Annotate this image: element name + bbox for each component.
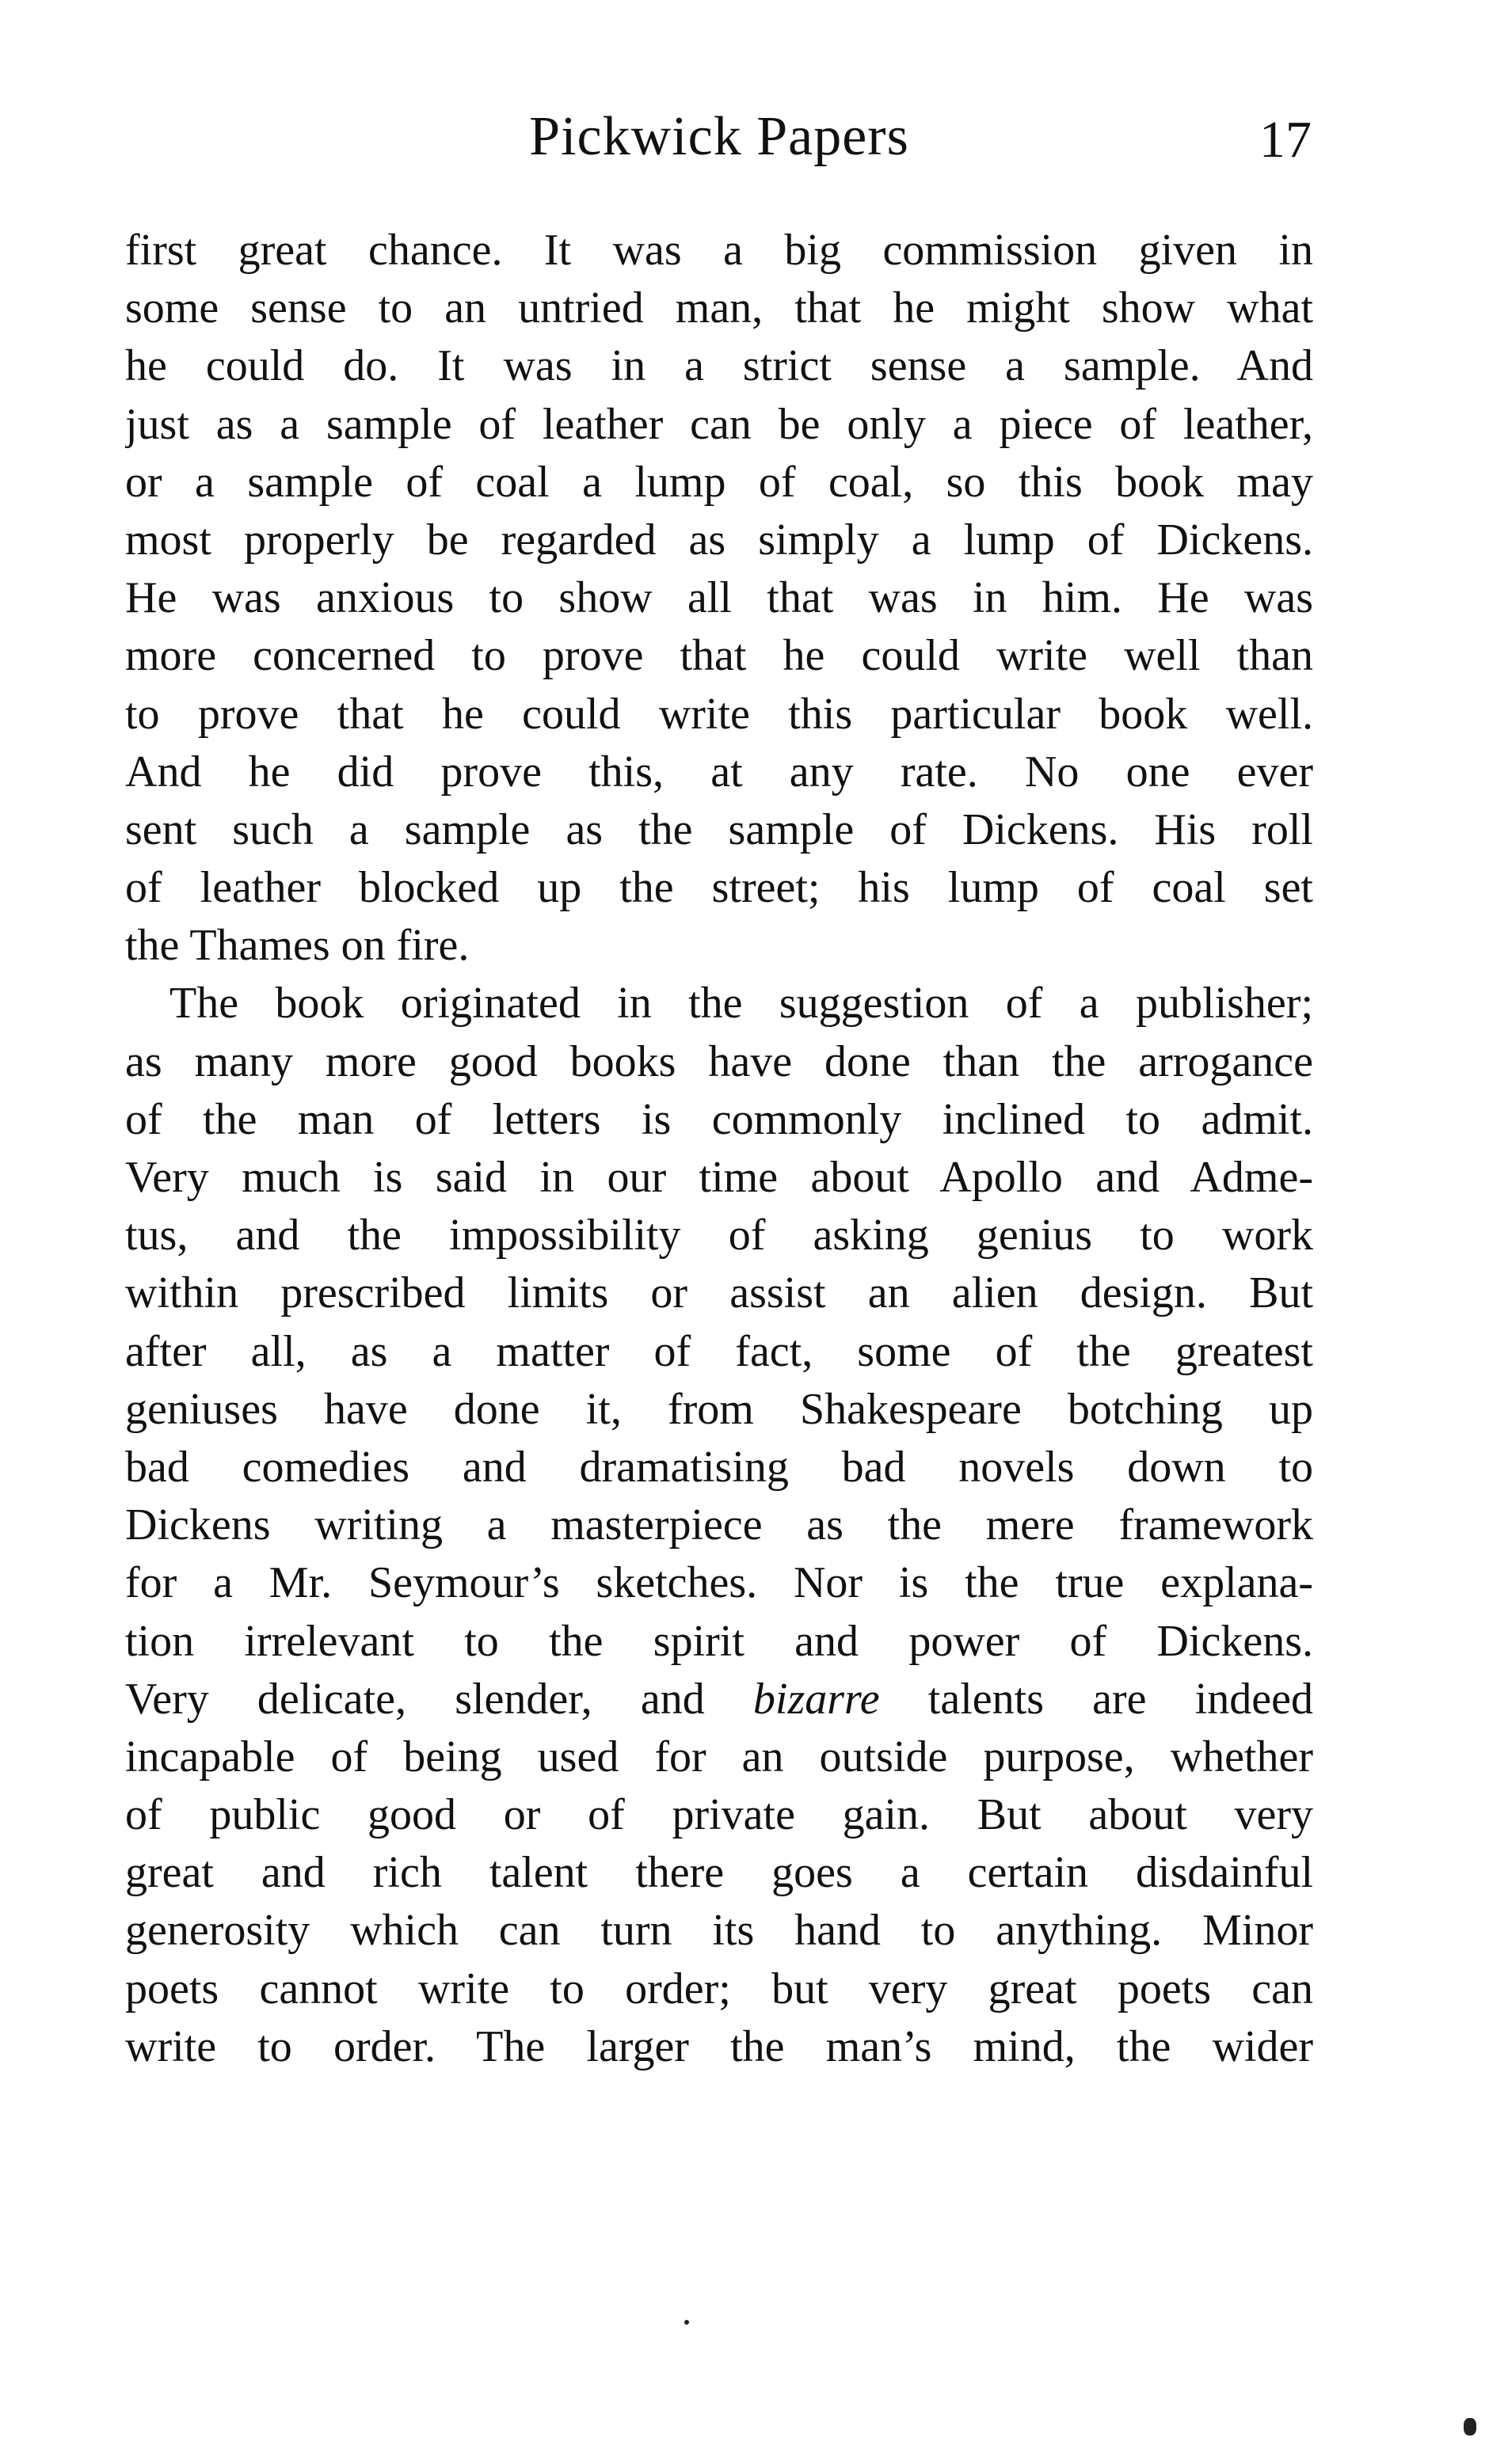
text-line: as many more good books have done than the arrogance: [125, 1036, 1313, 1086]
text-line: incapable of being used for an outside purpose, whether: [125, 1732, 1313, 1781]
text-line: Dickens writing a masterpiece as the mere framework: [125, 1500, 1313, 1550]
text-line: some sense to an untried man, that he might show what: [125, 283, 1313, 333]
running-title: Pickwick Papers: [529, 106, 909, 167]
text-line-with-italic: [125, 1671, 1313, 1728]
text-line: first great chance. It was a big commission given in: [125, 226, 1313, 275]
page-number: 17: [1259, 111, 1312, 169]
text-line: of leather blocked up the street; his lump of coal set: [125, 863, 1313, 913]
scan-speck: [684, 2320, 689, 2325]
text-line: great and rich talent there goes a certain disdainful: [125, 1848, 1313, 1898]
text-line: he could do. It was in a strict sense a sample. And: [125, 341, 1313, 391]
text-line: write to order. The larger the man’s mind, the wider: [125, 2021, 1313, 2071]
text-line: or a sample of coal a lump of coal, so this book may: [125, 457, 1313, 507]
italic-word: bizarre: [752, 1674, 880, 1724]
text-line: after all, as a matter of fact, some of the greatest: [125, 1326, 1313, 1376]
text-line: bad comedies and dramatising bad novels down to: [125, 1442, 1313, 1492]
text-line: tus, and the impossibility of asking genius to work: [125, 1211, 1313, 1261]
text-line: sent such a sample as the sample of Dickens. His roll: [125, 804, 1313, 854]
body-text: [125, 222, 1313, 2076]
text-line: The book originated in the suggestion of a publisher;: [169, 979, 1313, 1029]
text-line: Very much is said in our time about Apollo and Adme-: [125, 1153, 1313, 1202]
text-line: He was anxious to show all that was in him. He was: [125, 573, 1313, 623]
text-line: within prescribed limits or assist an alien design. But: [125, 1268, 1313, 1318]
text-line: most properly be regarded as simply a lump of Dickens.: [125, 515, 1313, 565]
text-line: poets cannot write to order; but very great poets can: [125, 1964, 1313, 2013]
text-line: of the man of letters is commonly inclined to admit.: [125, 1094, 1313, 1144]
running-head: [127, 101, 1312, 173]
text-line: the Thames on fire.: [125, 921, 470, 971]
text-line: just as a sample of leather can be only a piece of leather,: [125, 399, 1313, 449]
text-line: to prove that he could write this particular book well.: [125, 689, 1313, 739]
text-segment: Very delicate, slender, and: [125, 1674, 753, 1724]
text-line: generosity which can turn its hand to anything. Minor: [125, 1906, 1313, 1956]
text-line: of public good or of private gain. But about very: [125, 1790, 1313, 1840]
text-segment: talents are indeed: [879, 1674, 1313, 1724]
text-line: for a Mr. Seymour’s sketches. Nor is the true explana-: [125, 1558, 1313, 1608]
text-line: tion irrelevant to the spirit and power of Dickens.: [125, 1616, 1313, 1666]
text-line: more concerned to prove that he could write well than: [125, 631, 1313, 681]
text-line: geniuses have done it, from Shakespeare botching up: [125, 1384, 1313, 1434]
scan-speck: [1464, 2418, 1476, 2435]
text-line: And he did prove this, at any rate. No one ever: [125, 747, 1313, 797]
